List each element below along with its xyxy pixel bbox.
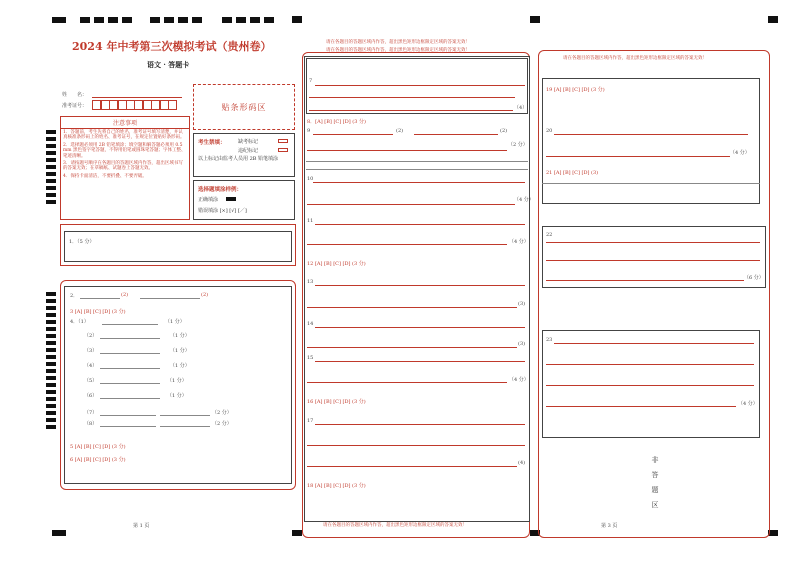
q21-divider <box>542 183 760 184</box>
q16-options[interactable]: 16 [A] [B] [C] [D] (3 分) <box>307 399 366 405</box>
q6-options[interactable]: 6 [A] [B] [C] [D] (3 分) <box>70 457 126 463</box>
q15-line[interactable] <box>307 382 507 383</box>
q18-options[interactable]: 18 [A] [B] [C] [D] (3 分) <box>307 483 366 489</box>
notice-item: 3．请按题号顺序在各题目的答题区域内作答，超出区域书写的答案无效；在草稿纸、试题卷上答题无效。 <box>63 160 183 172</box>
q20-line[interactable] <box>546 156 730 157</box>
q10-score: （4 分） <box>514 197 534 203</box>
q15-line[interactable] <box>315 361 525 362</box>
q13-label: 13 <box>307 279 314 285</box>
q12-options[interactable]: 12 [A] [B] [C] [D] (3 分) <box>307 261 366 267</box>
q23-score: （4 分） <box>738 401 758 407</box>
q4-sub-label: （6） <box>84 393 98 399</box>
notice-title: 注意事项 <box>61 117 189 129</box>
middle-warning-top: 请在各题目的答题区域内作答，超出黑色矩形边框限定区域的答案无效！ <box>326 40 470 45</box>
q23-line[interactable] <box>546 364 754 365</box>
q17-line[interactable] <box>307 466 517 467</box>
q4-7-line-1[interactable] <box>100 415 156 416</box>
q9-score: （2 分） <box>508 142 528 148</box>
q7-score: （4） <box>514 105 528 111</box>
section-divider <box>306 169 528 170</box>
absent-title: 考生禁填： <box>198 140 226 146</box>
q4-score: （1 分） <box>165 319 185 325</box>
q8-options[interactable]: 8．[A] [B] [C] [D] (3 分) <box>307 119 366 125</box>
q4-sub-label: （3） <box>84 348 98 354</box>
q20-line[interactable] <box>554 134 748 135</box>
non-answer-area-label: 非答题区 <box>651 456 659 516</box>
q10-line[interactable] <box>313 182 525 183</box>
q4-sub-line[interactable] <box>100 338 160 339</box>
q7-label: 7 <box>309 78 313 84</box>
q10-label: 10 <box>307 176 314 182</box>
q7-line[interactable] <box>309 110 513 111</box>
timing-mark <box>530 16 540 23</box>
right-q19-21-box <box>542 78 760 204</box>
q22-score: （6 分） <box>744 275 764 281</box>
q22-line[interactable] <box>546 280 744 281</box>
q1-answer-area[interactable] <box>64 231 292 262</box>
timing-mark <box>768 16 778 23</box>
violation-checkbox[interactable] <box>278 148 288 152</box>
q2-label: 2． <box>70 293 79 299</box>
q19-options[interactable]: 19 [A] [B] [C] [D] (3 分) <box>546 87 605 93</box>
right-warning-top: 请在各题目的答题区域内作答，超出黑色矩形边框限定区域的答案无效！ <box>563 56 707 61</box>
q2-line-1[interactable] <box>80 298 120 299</box>
q4-7-score: （2 分） <box>212 410 232 416</box>
q23-box <box>542 330 760 438</box>
q9-line[interactable] <box>307 150 507 151</box>
q4-8-score: （2 分） <box>212 421 232 427</box>
barcode-label: 贴条形码区 <box>221 102 267 112</box>
q9-label: 9 <box>307 128 311 134</box>
q22-line[interactable] <box>546 242 760 243</box>
q17-score: (4) <box>518 460 526 466</box>
page-title: 2024 年中考第三次模拟考试（贵州卷） <box>72 40 272 53</box>
q17-label: 17 <box>307 418 314 424</box>
q9-mark-1: (2) <box>396 128 404 134</box>
q23-line[interactable] <box>546 385 754 386</box>
q14-score: (3) <box>518 341 526 347</box>
middle-warning-top-2: 请在各题目的答题区域内作答，超出黑色矩形边框限定区域的答案无效！ <box>326 48 470 53</box>
name-line <box>92 97 182 98</box>
q4-sub-label: （5） <box>84 378 98 384</box>
q1-label: 1．（5 分） <box>69 239 95 245</box>
barcode-area <box>193 84 295 130</box>
fill-example-title: 选择题填涂样例： <box>198 187 243 193</box>
q7-box <box>306 58 528 114</box>
timing-mark <box>52 530 66 536</box>
q4-sub-score: （1 分） <box>170 348 190 354</box>
q11-label: 11 <box>307 218 314 224</box>
middle-inner-box <box>304 56 530 522</box>
fill-correct-sample <box>226 197 236 201</box>
q23-label: 23 <box>546 337 553 343</box>
q13-line[interactable] <box>315 285 525 286</box>
fill-example-box <box>193 180 295 220</box>
q7-line[interactable] <box>309 97 515 98</box>
exam-no-label: 准考证号： <box>62 103 88 109</box>
timing-mark <box>292 530 302 536</box>
q4-8-line-2[interactable] <box>160 426 210 427</box>
violation-label: 违纪标记 <box>238 148 259 154</box>
q23-line[interactable] <box>546 406 736 407</box>
q22-box <box>542 226 766 288</box>
q11-line[interactable] <box>307 244 507 245</box>
q4-sub-score: （1 分） <box>170 363 190 369</box>
notice-item: 1．答题前，考生先将自己的姓名，准考证号填写清楚，并认真核准条形码上的姓名、准考证号，在规定位置贴好条形码。 <box>63 130 185 141</box>
notice-item: 2．选择题必须用 2B 铅笔填涂；填空题和解答题必须用 0.5 mm 黑色签字笔答题，不得用铅笔或圆珠笔答题；字体工整、笔迹清晰。 <box>63 142 186 159</box>
q9-line[interactable] <box>313 134 393 135</box>
q9-line[interactable] <box>414 134 498 135</box>
absent-note: 以上标记由监考人员用 2B 铅笔填涂 <box>198 156 279 162</box>
q21-options[interactable]: 21 [A] [B] [C] [D] (3) <box>546 170 599 176</box>
side-ticks-upper <box>46 130 56 204</box>
q22-line[interactable] <box>546 260 760 261</box>
q17-line[interactable] <box>307 445 525 446</box>
q4-sub-score: （1 分） <box>167 393 187 399</box>
q17-line[interactable] <box>315 424 525 425</box>
timing-mark <box>150 17 202 23</box>
name-label: 姓 名： <box>62 92 88 98</box>
section-divider <box>306 161 528 162</box>
left-answer-inner <box>64 286 292 484</box>
q13-score: (3) <box>518 301 526 307</box>
missing-label: 缺考标记 <box>238 139 259 145</box>
q23-line[interactable] <box>554 343 754 344</box>
q4-sub-line[interactable] <box>100 398 160 399</box>
q11-line[interactable] <box>315 224 525 225</box>
timing-mark <box>292 16 302 23</box>
q9-mark-2: (2) <box>500 128 508 134</box>
fill-wrong-label: 错误填涂 [×] [√] [／] <box>198 208 247 214</box>
q4-sub-score: （1 分） <box>167 378 187 384</box>
q7-line[interactable] <box>315 85 525 86</box>
q5-options[interactable]: 5 [A] [B] [C] [D] (3 分) <box>70 444 126 450</box>
q14-line[interactable] <box>307 347 517 348</box>
exam-no-cells[interactable] <box>93 100 177 110</box>
q15-score: （4 分） <box>509 377 529 383</box>
q20-score: （4 分） <box>730 150 750 156</box>
q2-line-2[interactable] <box>140 298 200 299</box>
q20-label: 20 <box>546 128 553 134</box>
q4-sub-label: （2） <box>84 333 98 339</box>
q13-line[interactable] <box>307 307 517 308</box>
q4-label: 4．（1） <box>70 319 89 325</box>
q4-line[interactable] <box>102 324 158 325</box>
missing-checkbox[interactable] <box>278 139 288 143</box>
q10-line[interactable] <box>307 204 515 205</box>
q22-label: 22 <box>546 232 553 238</box>
q4-8-label: （8） <box>84 421 98 427</box>
q2-mark-2: (2) <box>201 292 209 298</box>
q4-8-line-1[interactable] <box>100 426 156 427</box>
absent-box <box>193 133 295 177</box>
timing-mark <box>52 17 66 23</box>
left-page-number: 第 1 页 <box>133 523 150 529</box>
right-page-number: 第 3 页 <box>601 523 618 529</box>
q2-mark-1: (2) <box>121 292 129 298</box>
side-ticks-lower <box>46 292 56 429</box>
page-subtitle: 语文 · 答题卡 <box>147 60 190 69</box>
q14-line[interactable] <box>315 327 525 328</box>
q4-sub-line[interactable] <box>100 353 160 354</box>
q4-7-line-2[interactable] <box>160 415 210 416</box>
q3-options[interactable]: 3 [A] [B] [C] [D] (3 分) <box>70 309 126 315</box>
q4-7-label: （7） <box>84 410 98 416</box>
middle-warning-bottom: 请在各题目的答题区域内作答，超出黑色矩形边框限定区域的答案无效！ <box>323 523 467 528</box>
q4-sub-score: （1 分） <box>170 333 190 339</box>
q11-score: （4 分） <box>509 239 529 245</box>
notice-item: 4．保持卡面清洁，不要折叠、不要弄破。 <box>63 173 147 179</box>
q4-sub-line[interactable] <box>100 368 160 369</box>
q4-sub-label: （4） <box>84 363 98 369</box>
q15-label: 15 <box>307 355 314 361</box>
notice-box <box>60 116 190 220</box>
timing-mark <box>222 17 274 23</box>
q14-label: 14 <box>307 321 314 327</box>
timing-mark <box>80 17 132 23</box>
q4-sub-line[interactable] <box>100 383 160 384</box>
fill-correct-label: 正确填涂 <box>198 197 219 203</box>
